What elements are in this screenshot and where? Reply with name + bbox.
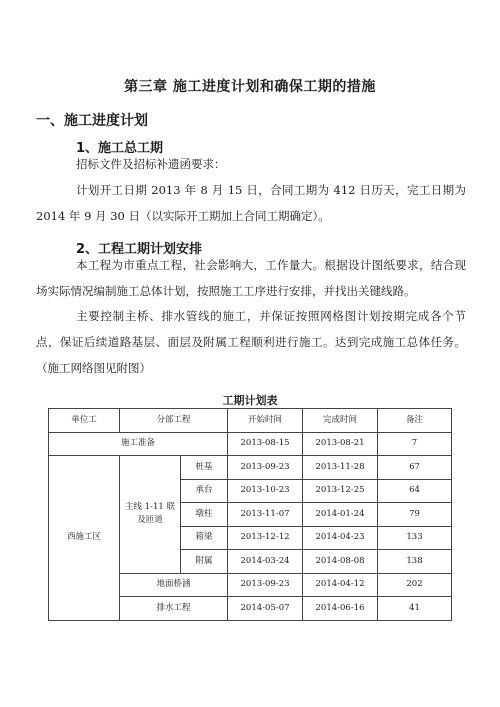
paragraph-control-points: 主要控制主桥、排水管线的施工，并保证按照网格图计划按期完成各个节点，保证后续道路基层、面层及附属工程顺利进行施工。达到完成施工总体任务。（施工网络图见附图） <box>36 309 466 375</box>
row-start: 2013-09-23 <box>228 456 303 480</box>
row-end: 2014-04-23 <box>303 526 378 550</box>
row-name: 排水工程 <box>120 597 228 621</box>
row-name: 承台 <box>181 479 228 503</box>
row-note: 133 <box>378 526 452 550</box>
row-name: 墩柱 <box>181 503 228 527</box>
group-name-cell: 主线 1-11 联及匝道 <box>120 456 181 574</box>
row-start: 2014-05-07 <box>228 597 303 621</box>
row-note: 138 <box>378 550 452 574</box>
header-subproject: 分部工程 <box>120 409 228 433</box>
chapter-title: 第三章 施工进度计划和确保工期的措施 <box>124 79 376 95</box>
table-title: 工期计划表 <box>222 394 278 407</box>
row-note: 202 <box>378 573 452 597</box>
subsection-heading-schedule-plan: 2、工程工期计划安排 <box>76 242 203 257</box>
row-start: 2013-10-23 <box>228 479 303 503</box>
row-name: 附属 <box>181 550 228 574</box>
row-start: 2013-09-23 <box>228 573 303 597</box>
row-start: 2013-11-07 <box>228 503 303 527</box>
unit-name-cell: 西施工区 <box>49 456 120 621</box>
row-end: 2014-04-12 <box>303 573 378 597</box>
table-row <box>49 432 452 456</box>
row-note: 7 <box>378 432 452 456</box>
row-end: 2014-06-16 <box>303 597 378 621</box>
row-end: 2013-12-25 <box>303 479 378 503</box>
row-name: 地面桥涵 <box>120 573 228 597</box>
row-name: 施工准备 <box>49 432 228 456</box>
row-end: 2013-11-28 <box>303 456 378 480</box>
row-name: 箱梁 <box>181 526 228 550</box>
row-name: 桩基 <box>181 456 228 480</box>
table-header-row <box>49 409 452 433</box>
row-start: 2013-08-15 <box>228 432 303 456</box>
row-end: 2014-01-24 <box>303 503 378 527</box>
subsection-heading-total-duration: 1、施工总工期 <box>76 141 164 156</box>
row-end: 2014-08-08 <box>303 550 378 574</box>
table-row <box>49 456 452 480</box>
row-note: 41 <box>378 597 452 621</box>
row-end: 2013-08-21 <box>303 432 378 456</box>
row-note: 67 <box>378 456 452 480</box>
schedule-table <box>48 408 452 621</box>
row-start: 2014-03-24 <box>228 550 303 574</box>
row-note: 79 <box>378 503 452 527</box>
paragraph-start-date: 计划开工日期 2013 年 8 月 15 日，合同工期为 412 日历天，完工日期为 2014 年 9 月 30 日（以实际开工期加上合同工期确定）。 <box>36 183 466 223</box>
header-unit: 单位工 <box>49 409 120 433</box>
header-start: 开始时间 <box>228 409 303 433</box>
paragraph-tender-requirement: 招标文件及招标补遗函要求： <box>76 157 226 171</box>
row-note: 64 <box>378 479 452 503</box>
row-start: 2013-12-12 <box>228 526 303 550</box>
paragraph-project-overview: 本工程为市重点工程，社会影响大，工作量大。根据设计图纸要求，结合现场实际情况编制施工总体计划，按照施工工序进行安排，并找出关键线路。 <box>36 258 466 298</box>
header-note: 备注 <box>378 409 452 433</box>
section-heading-schedule: 一、施工进度计划 <box>36 113 148 129</box>
header-end: 完成时间 <box>303 409 378 433</box>
